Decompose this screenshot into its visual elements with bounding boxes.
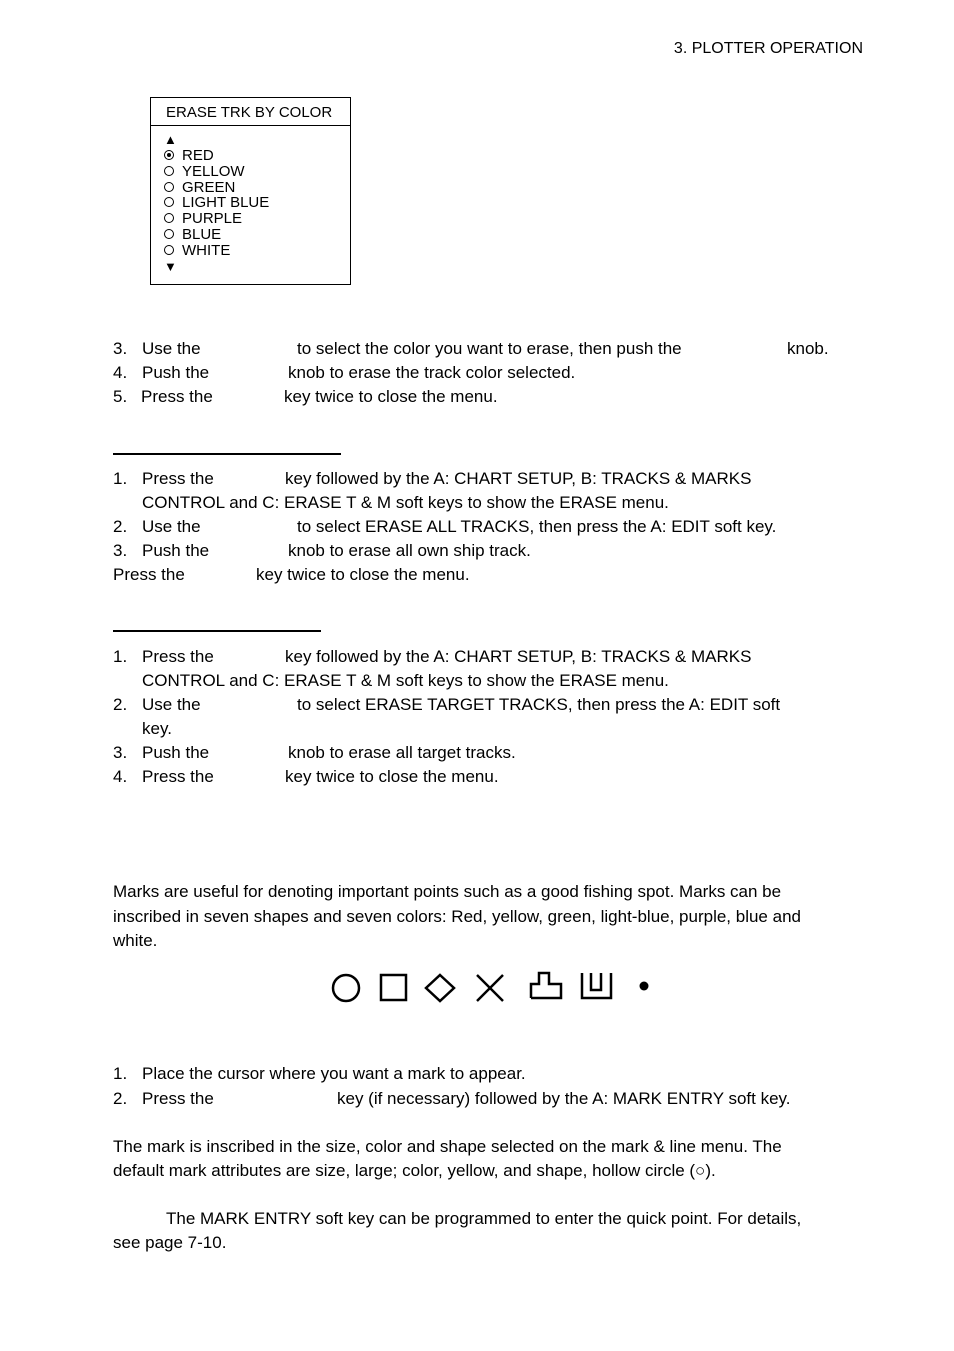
step-number: 3.: [113, 541, 128, 560]
step-text: key twice to close the menu.: [256, 565, 470, 584]
step-number: 3.: [113, 339, 128, 358]
radio-icon: [164, 182, 174, 192]
step-text: Push the: [142, 743, 210, 762]
step-text: Push the: [142, 363, 210, 382]
step-number: 1.: [113, 469, 128, 488]
option-white[interactable]: WHITE: [164, 243, 230, 259]
step-text: knob.: [787, 339, 829, 358]
scroll-up-arrow-icon: ▲: [164, 132, 177, 147]
radio-icon: [164, 229, 174, 239]
option-blue[interactable]: BLUE: [164, 227, 221, 243]
step-text: key twice to close the menu.: [284, 387, 498, 406]
paragraph-line: Marks are useful for denoting important points such as a good fishing spot. Marks can be: [113, 882, 782, 901]
option-red[interactable]: RED: [164, 148, 214, 164]
scroll-down-arrow-icon: ▼: [164, 259, 177, 274]
paragraph-line: inscribed in seven shapes and seven colors: Red, yellow, green, light-blue, purple, blue and: [113, 907, 801, 926]
step-number: 5.: [113, 387, 128, 406]
square-icon: [378, 972, 410, 1004]
step-text: to select ERASE ALL TRACKS, then press the A: EDIT soft key.: [297, 517, 777, 536]
step-number: 4.: [113, 363, 128, 382]
step-text: Use the: [142, 339, 201, 358]
cross-icon: [474, 972, 506, 1004]
step-text: Press the: [113, 565, 185, 584]
step-text: key followed by the A: CHART SETUP, B: TRACKS & MARKS: [285, 469, 752, 488]
dot-icon: [636, 978, 652, 994]
radio-selected-icon: [164, 150, 174, 160]
step-text: CONTROL and C: ERASE T & M soft keys to show the ERASE menu.: [142, 671, 669, 690]
step-number: 2.: [113, 695, 128, 714]
step-text: Push the: [142, 541, 210, 560]
step-number: 3.: [113, 743, 128, 762]
note-line: The MARK ENTRY soft key can be programmed to enter the quick point. For details,: [166, 1209, 802, 1228]
step-text: Place the cursor where you want a mark to appear.: [142, 1064, 526, 1083]
step-number: 2.: [113, 517, 128, 536]
step-text: knob to erase all target tracks.: [288, 743, 516, 762]
step-text: key.: [142, 719, 172, 738]
step-text: Use the: [142, 517, 201, 536]
box-mark-icon: [579, 970, 615, 1002]
erase-trk-by-color-menu: [150, 97, 351, 285]
radio-icon: [164, 166, 174, 176]
step-text: knob to erase all own ship track.: [288, 541, 531, 560]
step-text: key twice to close the menu.: [285, 767, 499, 786]
menu-title: ERASE TRK BY COLOR: [151, 98, 350, 126]
diamond-icon: [423, 972, 457, 1004]
step-number: 2.: [113, 1089, 128, 1108]
option-light-blue[interactable]: LIGHT BLUE: [164, 195, 269, 211]
circle-icon: [330, 972, 362, 1004]
step-text: key (if necessary) followed by the A: MARK ENTRY soft key.: [337, 1089, 791, 1108]
section-rule: [113, 630, 321, 632]
page-header: 3. PLOTTER OPERATION: [673, 40, 863, 57]
paragraph-line: The mark is inscribed in the size, color and shape selected on the mark & line menu. The: [113, 1137, 782, 1156]
step-text: Press the: [142, 1089, 214, 1108]
paragraph-line: white.: [113, 931, 158, 950]
step-number: 1.: [113, 647, 128, 666]
option-purple[interactable]: PURPLE: [164, 211, 242, 227]
step-text: knob to erase the track color selected.: [288, 363, 576, 382]
section-rule: [113, 453, 341, 455]
step-text: Press the: [142, 647, 214, 666]
step-number: 1.: [113, 1064, 128, 1083]
step-text: key followed by the A: CHART SETUP, B: TRACKS & MARKS: [285, 647, 752, 666]
radio-icon: [164, 245, 174, 255]
flag-icon: [528, 970, 564, 1002]
option-green[interactable]: GREEN: [164, 180, 235, 196]
step-text: Press the: [142, 767, 214, 786]
paragraph-line: default mark attributes are size, large; color, yellow, and shape, hollow circle (○).: [113, 1161, 716, 1180]
step-text: Press the: [142, 469, 214, 488]
option-yellow[interactable]: YELLOW: [164, 164, 245, 180]
step-number: 4.: [113, 767, 128, 786]
step-text: to select the color you want to erase, then push the: [297, 339, 682, 358]
radio-icon: [164, 197, 174, 207]
note-line: see page 7-10.: [113, 1233, 227, 1252]
radio-icon: [164, 213, 174, 223]
step-text: Press the: [141, 387, 213, 406]
step-text: CONTROL and C: ERASE T & M soft keys to show the ERASE menu.: [142, 493, 669, 512]
step-text: Use the: [142, 695, 201, 714]
step-text: to select ERASE TARGET TRACKS, then press the A: EDIT soft: [297, 695, 781, 714]
